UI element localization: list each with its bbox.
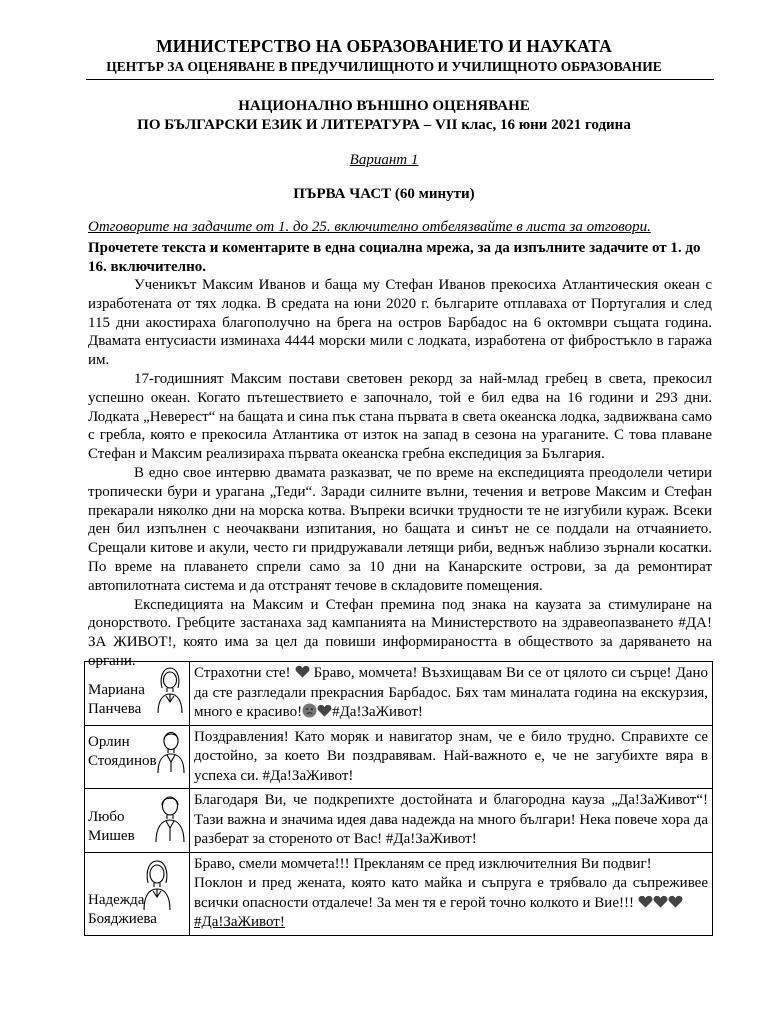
comment-author xyxy=(85,789,190,853)
heart-icon xyxy=(295,665,310,679)
center-heading: ЦЕНТЪР ЗА ОЦЕНЯВАНЕ В ПРЕДУЧИЛИЩНОТО И УЧИЛИЩНОТО ОБРАЗОВАНИЕ xyxy=(106,59,662,74)
author-first-name: Надежда xyxy=(88,891,145,908)
comment-text-part: Поклон и пред жената, която като майка и съпруга е трябвало да съпреживее всички опасности отдалече! За мен тя е герой точно колкото и Вие!!! xyxy=(194,875,708,911)
heart-icon xyxy=(653,895,668,909)
comment-text-part: Браво, момчета! Възхищавам Ви се от цялото си сърце! Дано да сте разгледали прекрасния Барбадос. Бях там миналата година на екскурзия, много е красиво! xyxy=(194,665,708,720)
comment-line xyxy=(194,874,708,913)
hashtag: #Да!ЗаЖивот! xyxy=(194,914,285,930)
paragraph: В едно свое интервю двамата разказват, че по време на експедицията преодолели четири тропически бури и урагана „Теди“. Заради силните вълни, течения и ветрове Максим и Стефан прекарали няколко дни на морска котва. Въпреки всички трудности те не изгубили кураж. Всеки ден бил изпълнен с неочаквани изпитания, но бащата и синът не се поддали на отчаянието. Срещали китове и акули, често ги придружавали летящи риби, веднъж наблизо зърнали косатки. По време на плаването спрели само за 10 дни на Канарските острови, за да ремонтират автопилотната система и да отстранят течове в складовите помещения. xyxy=(88,464,712,594)
variant-label: Вариант 1 xyxy=(349,152,419,168)
author-last-name: Мишев xyxy=(88,828,135,844)
header-divider xyxy=(86,79,714,80)
male-avatar-icon xyxy=(154,793,186,843)
author-name xyxy=(88,733,157,771)
comment-author xyxy=(85,852,190,935)
sad-face-icon xyxy=(302,703,317,718)
comment-row xyxy=(85,789,713,853)
exam-subtitle xyxy=(0,117,768,134)
male-avatar-icon xyxy=(156,728,186,774)
comment-row xyxy=(85,662,713,726)
author-first-name: Любо xyxy=(88,809,125,825)
paragraph: Експедицията на Максим и Стефан премина под знака на каузата за стимулиране на донорството. Гребците застанаха зад кампанията на Министерството на здравеопазването #ДА! ЗА ЖИВОТ!, която има за цел да повиши информираността в обществото за даряването на органи. xyxy=(88,596,712,669)
comment-row xyxy=(85,852,713,935)
comment-author xyxy=(85,662,190,726)
author-name xyxy=(88,808,135,846)
comment-text: Благодаря Ви, че подкрепихте достойната и благородна кауза „Да!ЗаЖивот“! Тази важна и значима идея дава надежда на много българи! Нека повече хора да разберат за стореното от Вас! #Да!ЗаЖивот! xyxy=(190,789,713,853)
reading-text xyxy=(88,276,712,671)
comment-text: Поздравления! Като моряк и навигатор знам, че е било трудно. Справихте се достойно, за което Ви поздравявам. Най-важното е, че не загубихте вяра в успеха си. #Да!ЗаЖивот! xyxy=(190,725,713,789)
answer-instruction: Отговорите на задачите от 1. до 25. включително отбелязвайте в листа за отговори. xyxy=(88,219,651,235)
comment-text xyxy=(190,852,713,935)
author-first-name: Орлин xyxy=(88,733,130,750)
female-avatar-icon xyxy=(141,859,173,911)
exam-title: НАЦИОНАЛНО ВЪНШНО ОЦЕНЯВАНЕ xyxy=(238,98,530,114)
paragraph: Ученикът Максим Иванов и баща му Стефан Иванов прекосиха Атлантическия океан с изработената от тях лодка. В средата на юни 2020 г. българите отплаваха от Португалия и след 115 дни акостираха благополучно на брега на остров Барбадос на 6 октомври същата година. Двамата ентусиасти изминаха 4444 морски мили с лодката, изработена от фибростъкло в гаража им. xyxy=(88,277,712,369)
exam-subtitle-date: клас, 16 юни 2021 година xyxy=(457,117,631,133)
author-first-name: Мариана xyxy=(88,682,145,698)
heart-icon xyxy=(638,895,653,909)
heart-icon xyxy=(668,895,683,909)
comment-author xyxy=(85,725,190,789)
hashtag: #Да!ЗаЖивот! xyxy=(332,704,423,720)
comment-row xyxy=(85,725,713,789)
author-name xyxy=(88,681,145,719)
task-prompt: Прочетете текста и коментарите в една социална мрежа, за да изпълните задачите от 1. до 16. включително. xyxy=(88,240,701,275)
part-heading: ПЪРВА ЧАСТ (60 минути) xyxy=(293,186,475,202)
author-last-name: Панчева xyxy=(88,701,142,717)
comment-text xyxy=(190,662,713,726)
female-avatar-icon xyxy=(155,666,185,714)
heart-icon xyxy=(317,704,332,718)
ministry-heading: МИНИСТЕРСТВО НА ОБРАЗОВАНИЕТО И НАУКАТА xyxy=(156,36,612,56)
exam-subtitle-main: ПО БЪЛГАРСКИ ЕЗИК И ЛИТЕРАТУРА – VII xyxy=(137,117,458,133)
comment-line: Браво, смели момчета!!! Прекланям се пред изключителния Ви подвиг! xyxy=(194,855,652,872)
author-last-name: Бояджиева xyxy=(88,910,157,927)
author-last-name: Стоядинов xyxy=(88,752,157,769)
paragraph: 17-годишният Максим постави световен рекорд за най-млад гребец в света, прекосил успешно океан. Когато пътешествието е започнало, той е бил едва на 16 години и 293 дни. Лодката „Неверест“ на бащата и сина пък стана първата в света океанска лодка, задвижвана само с гребла, която е прекосила Атлантика от изток на запад в сезона на ураганите. С това плаване Стефан и Максим реализираха първата океанска гребна експедиция за България. xyxy=(88,370,712,463)
comments-table xyxy=(84,661,713,936)
comment-text-part: Страхотни сте! xyxy=(194,665,295,681)
